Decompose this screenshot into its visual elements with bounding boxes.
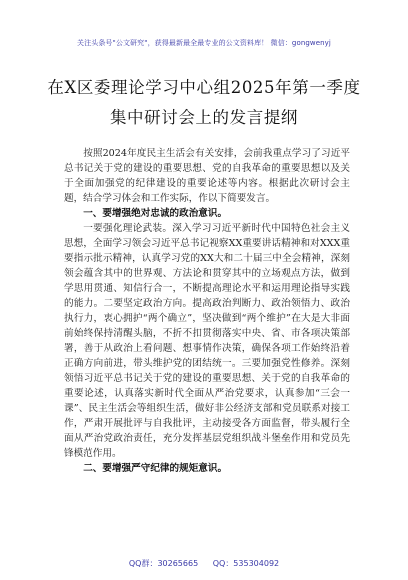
footer-qq: QQ：535304092 bbox=[212, 559, 280, 568]
section-1-paragraph: 一要强化理论武装。深入学习习近平新时代中国特色社会主义思想，全面学习领会习近平总书记视察XX重要讲话精神和对XXX重要指示批示精神，认真学习党的XX大和二十届三中全会精神，深刻领会蕴含其中的世界观、方法论和贯穿其中的立场观点方法，做到学思用贯通、知信行合一，不断提高理论水平和运用理论指导实践的能力。二要坚定政治方向。提高政治判断力、政治领悟力、政治执行力，衷心拥护“两个确立”，坚决做到“两个维护”在大是大非面前始终保持清醒头脑，不折不扣贯彻落实中央、省、市各项决策部署，善于从政治上看问题、想事情作决策，确保各项工作始终沿着正确方向前进，带头维护党的团结统一。三要加强党性修养。深刻领悟习近平总书记关于党的建设的重要思想、关于党的自我革命的重要论述，认真落实新时代全面从严治党要求，认真参加“三会一课”、民主生活会等组织生活，做好非公经济支部和党员联系对接工作，严肃开展批评与自我批评，主动接受各方面监督，带头履行全面从严治党政治责任，充分发挥基层党组织战斗堡垒作用和党员先锋模范作用。 bbox=[64, 223, 350, 459]
section-heading-1: 一、要增强绝对忠诚的政治意识。 bbox=[83, 208, 228, 219]
footer-contact bbox=[0, 558, 408, 569]
header-promo-note: 关注头条号"公文研究"，获得最新最全最专业的公文资料库！ 微信：gongwenyj bbox=[77, 39, 331, 47]
document-title-line-2: 集中研讨会上的发言提纲 bbox=[109, 108, 299, 127]
section-heading-2: 二、要增强严守纪律的规矩意识。 bbox=[83, 463, 228, 474]
intro-paragraph: 按照2024年度民主生活会有关安排，会前我重点学习了习近平总书记关于党的建设的重要思想、党的自我革命的重要思想以及关于全面加强党的纪律建设的重要论述等内容。根据此次研讨会主题，结合学习体会和工作实际，作以下简要发言。 bbox=[64, 148, 350, 204]
document-title-line-1: 在X区委理论学习中心组2025年第一季度 bbox=[47, 78, 361, 97]
footer-qq-group: QQ群：30265665 bbox=[128, 559, 199, 568]
document-body bbox=[64, 146, 350, 476]
